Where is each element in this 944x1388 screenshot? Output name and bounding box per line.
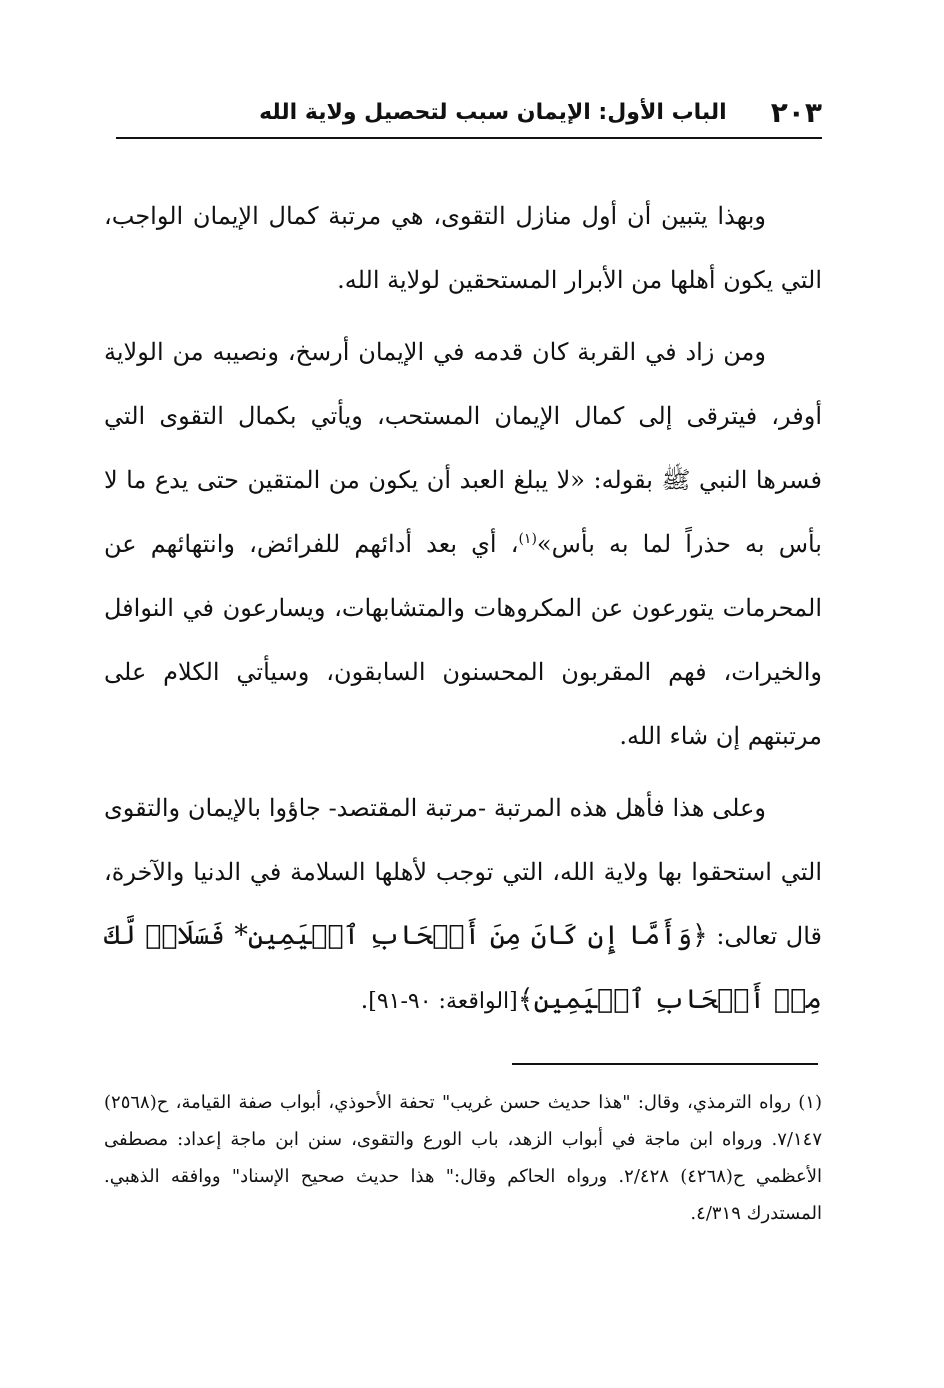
running-title: الباب الأول: الإيمان سبب لتحصيل ولاية الله <box>259 99 727 125</box>
page-number: ٢٠٣ <box>770 95 822 129</box>
footnote-marker[interactable]: (١) <box>518 531 537 547</box>
quran-verse: ﴿وَأَمَّا إِن كَانَ مِنَ أَصۡحَابِ ٱلۡيَمِينِ* فَسَلَامٞ لَّكَ مِنۡ أَصۡحَابِ ٱلۡيَمِينِ﴾ <box>104 920 822 1015</box>
paragraph-1: وبهذا يتبين أن أول منازل التقوى، هي مرتبة كمال الإيمان الواجب، التي يكون أهلها من الأبرار المستحقين لولاية الله. <box>104 202 822 294</box>
footnote-rule <box>512 1063 818 1065</box>
paragraph-3-end: . <box>360 986 369 1014</box>
footnotes <box>104 1084 822 1232</box>
paragraph-3-text: وعلى هذا فأهل هذه المرتبة -مرتبة المقتصد- جاؤوا بالإيمان والتقوى التي استحقوا بها ولاية الله، التي توجب لأهلها السلامة في الدنيا والآخرة، قال تعالى: <box>104 794 823 950</box>
verse-reference: [الواقعة: ٩٠-٩١] <box>368 989 518 1014</box>
page-header <box>116 92 822 132</box>
main-text <box>104 184 822 1042</box>
paragraph-2 <box>104 320 822 768</box>
paragraph-3 <box>104 776 822 1034</box>
paragraph-2-text-a: ومن زاد في القربة كان قدمه في الإيمان أرسخ، ونصيبه من الولاية أوفر، فيترقى إلى كمال الإيمان المستحب، ويأتي بكمال التقوى التي فسرها النبي ﷺ بقوله: «لا يبلغ العبد أن يكون من المتقين حتى يدع ما لا بأس به حذراً لما به بأس» <box>104 338 822 558</box>
footnote-1: (١) رواه الترمذي، وقال: "هذا حديث حسن غريب" تحفة الأحوذي، أبواب صفة القيامة، ح(٢٥٦٨) ٧/١٤٧. ورواه ابن ماجة في أبواب الزهد، باب الورع والتقوى، سنن ابن ماجة إعداد: مصطفى الأعظمي ح(٤٢٦٨) ٢/٤٢٨. ورواه الحاكم وقال:" هذا حديث صحيح الإسناد" ووافقه الذهبي. المستدرك ٤/٣١٩. <box>104 1092 823 1224</box>
paragraph-2-text-b: ، أي بعد أدائهم للفرائض، وانتهائهم عن المحرمات يتورعون عن المكروهات والمتشابهات، ويسارعون في النوافل والخيرات، فهم المقربون المحسنون السابقون، وسيأتي الكلام على مرتبتهم إن شاء الله. <box>104 530 822 750</box>
header-rule <box>116 137 822 139</box>
